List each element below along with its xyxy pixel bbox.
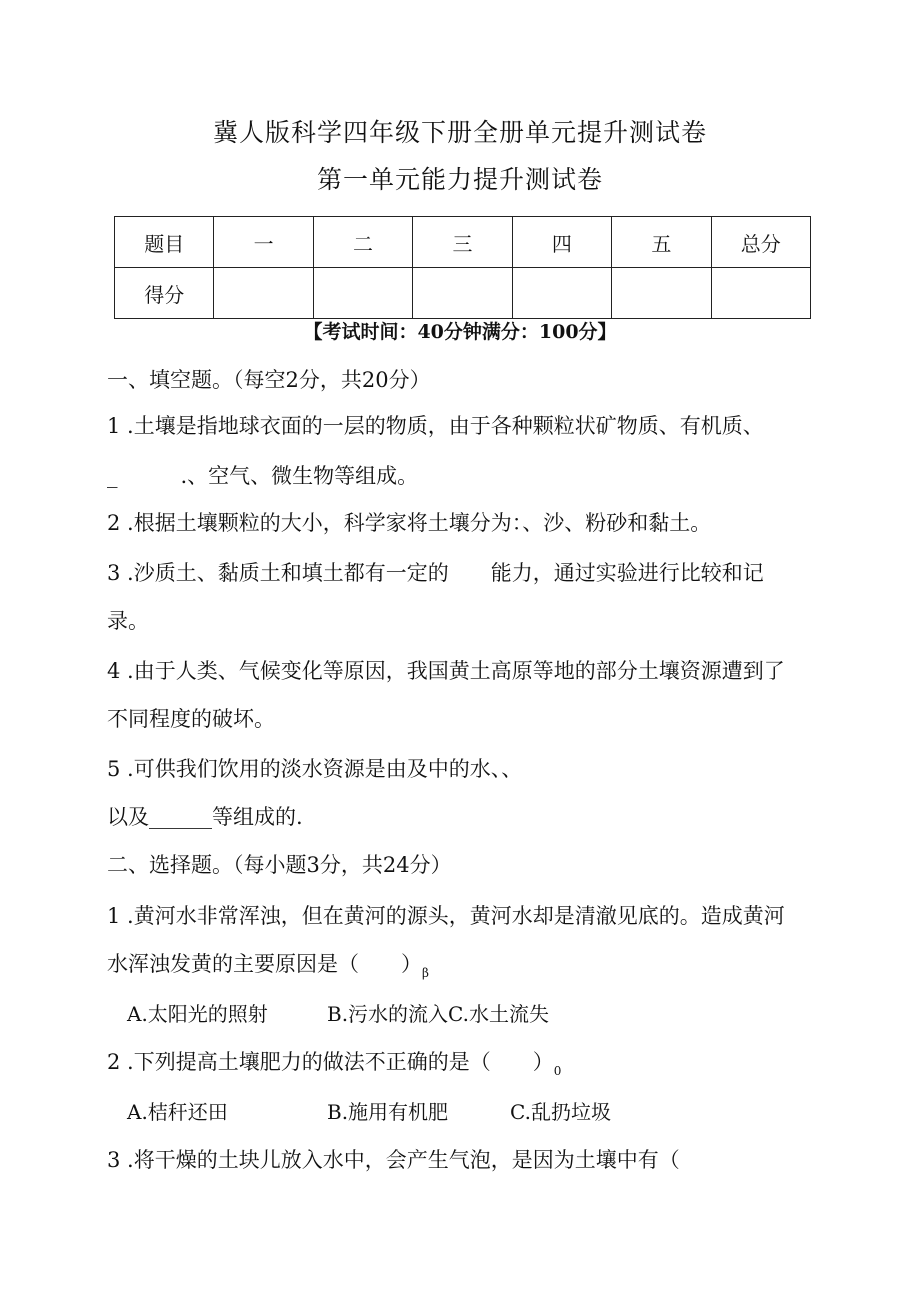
exam-info: 【考试时间：40分钟满分：100分】 bbox=[303, 321, 617, 343]
score-table-header-cell: 五 bbox=[612, 217, 711, 268]
question-2-1-line1: 1 .黄河水非常浑浊，但在黄河的源头，黄河水却是清澈见底的。造成黄河 bbox=[107, 904, 785, 928]
score-cell[interactable] bbox=[214, 268, 313, 319]
score-table bbox=[114, 216, 811, 319]
option-a[interactable]: A.太阳光的照射 bbox=[127, 1002, 268, 1026]
question-1-3-line2: 录。 bbox=[107, 609, 149, 633]
question-2-2-text: 2 .下列提高土壤肥力的做法不正确的是（ ） bbox=[107, 1050, 554, 1074]
stray-mark: 0 bbox=[553, 1064, 562, 1078]
question-2-3: 3 .将干燥的土块儿放入水中，会产生气泡，是因为土壤中有（ bbox=[107, 1148, 680, 1172]
score-table-header-cell: 三 bbox=[413, 217, 512, 268]
page-subtitle: 第一单元能力提升测试卷 bbox=[316, 165, 603, 194]
score-table-header-cell: 一 bbox=[214, 217, 313, 268]
score-cell[interactable] bbox=[711, 268, 810, 319]
question-1-1-line1: 1 .土壤是指地球衣面的一层的物质，由于各种颗粒状矿物质、有机质、 bbox=[107, 414, 764, 438]
question-1-1-line2: _ .、空气、微生物等组成。 bbox=[107, 464, 419, 488]
stray-mark: β bbox=[422, 966, 429, 980]
score-table-header-row bbox=[115, 217, 811, 268]
question-1-4-line1: 4 .由于人类、气候变化等原因，我国黄土高原等地的部分土壤资源遭到了 bbox=[107, 659, 785, 683]
section2-heading: 二、选择题。（每小题3分，共24分） bbox=[107, 853, 452, 877]
option-b[interactable]: B.施用有机肥 bbox=[327, 1100, 449, 1124]
question-1-2: 2 .根据土壤颗粒的大小，科学家将土壤分为：、沙、粉砂和黏土。 bbox=[107, 511, 712, 535]
option-a[interactable]: A.桔秆还田 bbox=[127, 1100, 228, 1124]
score-cell[interactable] bbox=[313, 268, 412, 319]
score-table-header-cell: 二 bbox=[313, 217, 412, 268]
option-c[interactable]: C.乱扔垃圾 bbox=[510, 1100, 611, 1124]
score-table-header-cell: 总分 bbox=[711, 217, 810, 268]
question-1-5-line2: 以及______等组成的. bbox=[107, 805, 303, 829]
score-row-label: 得分 bbox=[115, 268, 214, 319]
question-2-2 bbox=[107, 1047, 561, 1086]
score-cell[interactable] bbox=[512, 268, 611, 319]
question-2-1-line2-text: 水浑浊发黄的主要原因是（ ） bbox=[107, 952, 422, 976]
score-table-header-cell: 题目 bbox=[115, 217, 214, 268]
section1-heading: 一、填空题。（每空2分，共20分） bbox=[107, 368, 431, 392]
score-cell[interactable] bbox=[413, 268, 512, 319]
option-bc[interactable]: B.污水的流入C.水土流失 bbox=[327, 1002, 550, 1026]
score-table-score-row bbox=[115, 268, 811, 319]
page-title: 冀人版科学四年级下册全册单元提升测试卷 bbox=[212, 118, 707, 147]
score-cell[interactable] bbox=[612, 268, 711, 319]
question-1-4-line2: 不同程度的破坏。 bbox=[107, 707, 275, 731]
question-2-1-line2 bbox=[107, 949, 429, 988]
score-table-header-cell: 四 bbox=[512, 217, 611, 268]
question-1-3-line1: 3 .沙质土、黏质土和填土都有一定的 能力，通过实验进行比较和记 bbox=[107, 561, 764, 585]
question-1-5-line1: 5 .可供我们饮用的淡水资源是由及中的水、、 bbox=[107, 757, 523, 781]
